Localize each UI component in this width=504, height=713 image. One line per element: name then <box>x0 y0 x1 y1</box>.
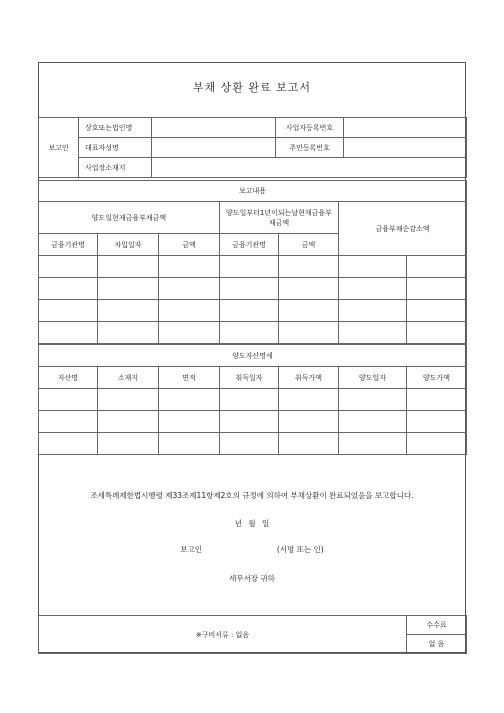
cell[interactable] <box>98 389 159 411</box>
cell[interactable] <box>39 300 98 322</box>
col3-header: 금융부채순감소액 <box>339 202 467 256</box>
cell[interactable] <box>407 256 467 278</box>
cell[interactable] <box>279 256 339 278</box>
sign-label: (서명 또는 인) <box>276 545 324 554</box>
rep-name-label: 대표자성명 <box>79 138 152 158</box>
asset-header: 소재지 <box>98 367 159 389</box>
cell[interactable] <box>39 411 98 433</box>
reporter-label: 보고인 <box>180 545 203 554</box>
asset-table <box>38 344 467 455</box>
table-row <box>39 389 467 411</box>
cell[interactable] <box>220 256 279 278</box>
fee-value: 없 음 <box>407 635 467 654</box>
date-line: 년 월 일 <box>234 519 270 528</box>
col2-header: 양도일부터1년이되는날현재금융부채금액 <box>220 202 339 234</box>
sub-header: 금융기관명 <box>220 234 279 256</box>
cell[interactable] <box>39 433 98 455</box>
cell[interactable] <box>98 300 159 322</box>
cell[interactable] <box>279 322 339 344</box>
cell[interactable] <box>220 300 279 322</box>
asset-header: 양도일자 <box>339 367 407 389</box>
asset-header: 자산명 <box>39 367 98 389</box>
cell[interactable] <box>279 411 339 433</box>
cell[interactable] <box>98 278 159 300</box>
cell[interactable] <box>279 389 339 411</box>
report-section-label: 보고내용 <box>39 181 467 202</box>
cell[interactable] <box>98 411 159 433</box>
sub-header: 금액 <box>279 234 339 256</box>
table-row <box>39 278 467 300</box>
table-row <box>39 433 467 455</box>
rep-name-field[interactable] <box>152 138 276 158</box>
cell[interactable] <box>159 411 220 433</box>
cell[interactable] <box>98 433 159 455</box>
cell[interactable] <box>39 322 98 344</box>
reporter-section-label: 보고인 <box>39 118 79 178</box>
cell[interactable] <box>339 322 407 344</box>
footer-table <box>38 615 467 654</box>
addressee: 세무서장 귀하 <box>229 574 275 583</box>
cell[interactable] <box>407 389 467 411</box>
asset-header: 취득가액 <box>279 367 339 389</box>
resident-no-field[interactable] <box>344 138 467 158</box>
cell[interactable] <box>220 322 279 344</box>
sub-header: 금액 <box>159 234 220 256</box>
report-form <box>38 62 466 653</box>
biz-no-field[interactable] <box>344 118 467 138</box>
cell[interactable] <box>39 278 98 300</box>
asset-section-label: 양도자산명세 <box>39 345 467 367</box>
asset-header: 취득일자 <box>220 367 279 389</box>
business-name-field[interactable] <box>152 118 276 138</box>
col1-header: 양도일현재금융부채금액 <box>39 202 220 234</box>
attachments-note: ※구비서류 : 없음 <box>39 616 407 654</box>
cell[interactable] <box>220 278 279 300</box>
cell[interactable] <box>159 256 220 278</box>
cell[interactable] <box>220 389 279 411</box>
cell[interactable] <box>98 256 159 278</box>
cell[interactable] <box>339 278 407 300</box>
table-row <box>39 411 467 433</box>
cell[interactable] <box>279 433 339 455</box>
sub-header: 차입일자 <box>98 234 159 256</box>
page-title: 부채 상환 완료 보고서 <box>192 81 312 94</box>
table-row <box>39 322 467 344</box>
cell[interactable] <box>220 433 279 455</box>
cell[interactable] <box>339 256 407 278</box>
report-table <box>38 180 467 344</box>
cell[interactable] <box>279 278 339 300</box>
cell[interactable] <box>407 433 467 455</box>
cell[interactable] <box>339 389 407 411</box>
table-row <box>39 300 467 322</box>
cell[interactable] <box>39 256 98 278</box>
asset-header: 면적 <box>159 367 220 389</box>
asset-header: 양도가액 <box>407 367 467 389</box>
cell[interactable] <box>159 278 220 300</box>
table-row <box>39 256 467 278</box>
cell[interactable] <box>339 300 407 322</box>
cell[interactable] <box>407 278 467 300</box>
cell[interactable] <box>39 389 98 411</box>
reporter-sign-line <box>39 544 465 555</box>
business-name-label: 상호또는법인명 <box>79 118 152 138</box>
address-label: 사업장소재지 <box>79 158 152 178</box>
cell[interactable] <box>159 322 220 344</box>
cell[interactable] <box>98 322 159 344</box>
cell[interactable] <box>159 300 220 322</box>
resident-no-label: 주민등록번호 <box>276 138 344 158</box>
cell[interactable] <box>339 411 407 433</box>
cell[interactable] <box>407 322 467 344</box>
cell[interactable] <box>407 411 467 433</box>
biz-no-label: 사업자등록번호 <box>276 118 344 138</box>
declaration-statement: 조세특례제한법시행령 제33조제11항제2호의 규정에 의하여 부채상환이 완료되었음을 보고합니다. <box>90 491 414 500</box>
cell[interactable] <box>159 389 220 411</box>
cell[interactable] <box>220 411 279 433</box>
cell[interactable] <box>279 300 339 322</box>
reporter-table <box>38 117 467 178</box>
fee-label: 수수료 <box>407 616 467 635</box>
sub-header: 금융기관명 <box>39 234 98 256</box>
cell[interactable] <box>339 433 407 455</box>
address-field[interactable] <box>152 158 467 178</box>
cell[interactable] <box>407 300 467 322</box>
cell[interactable] <box>159 433 220 455</box>
